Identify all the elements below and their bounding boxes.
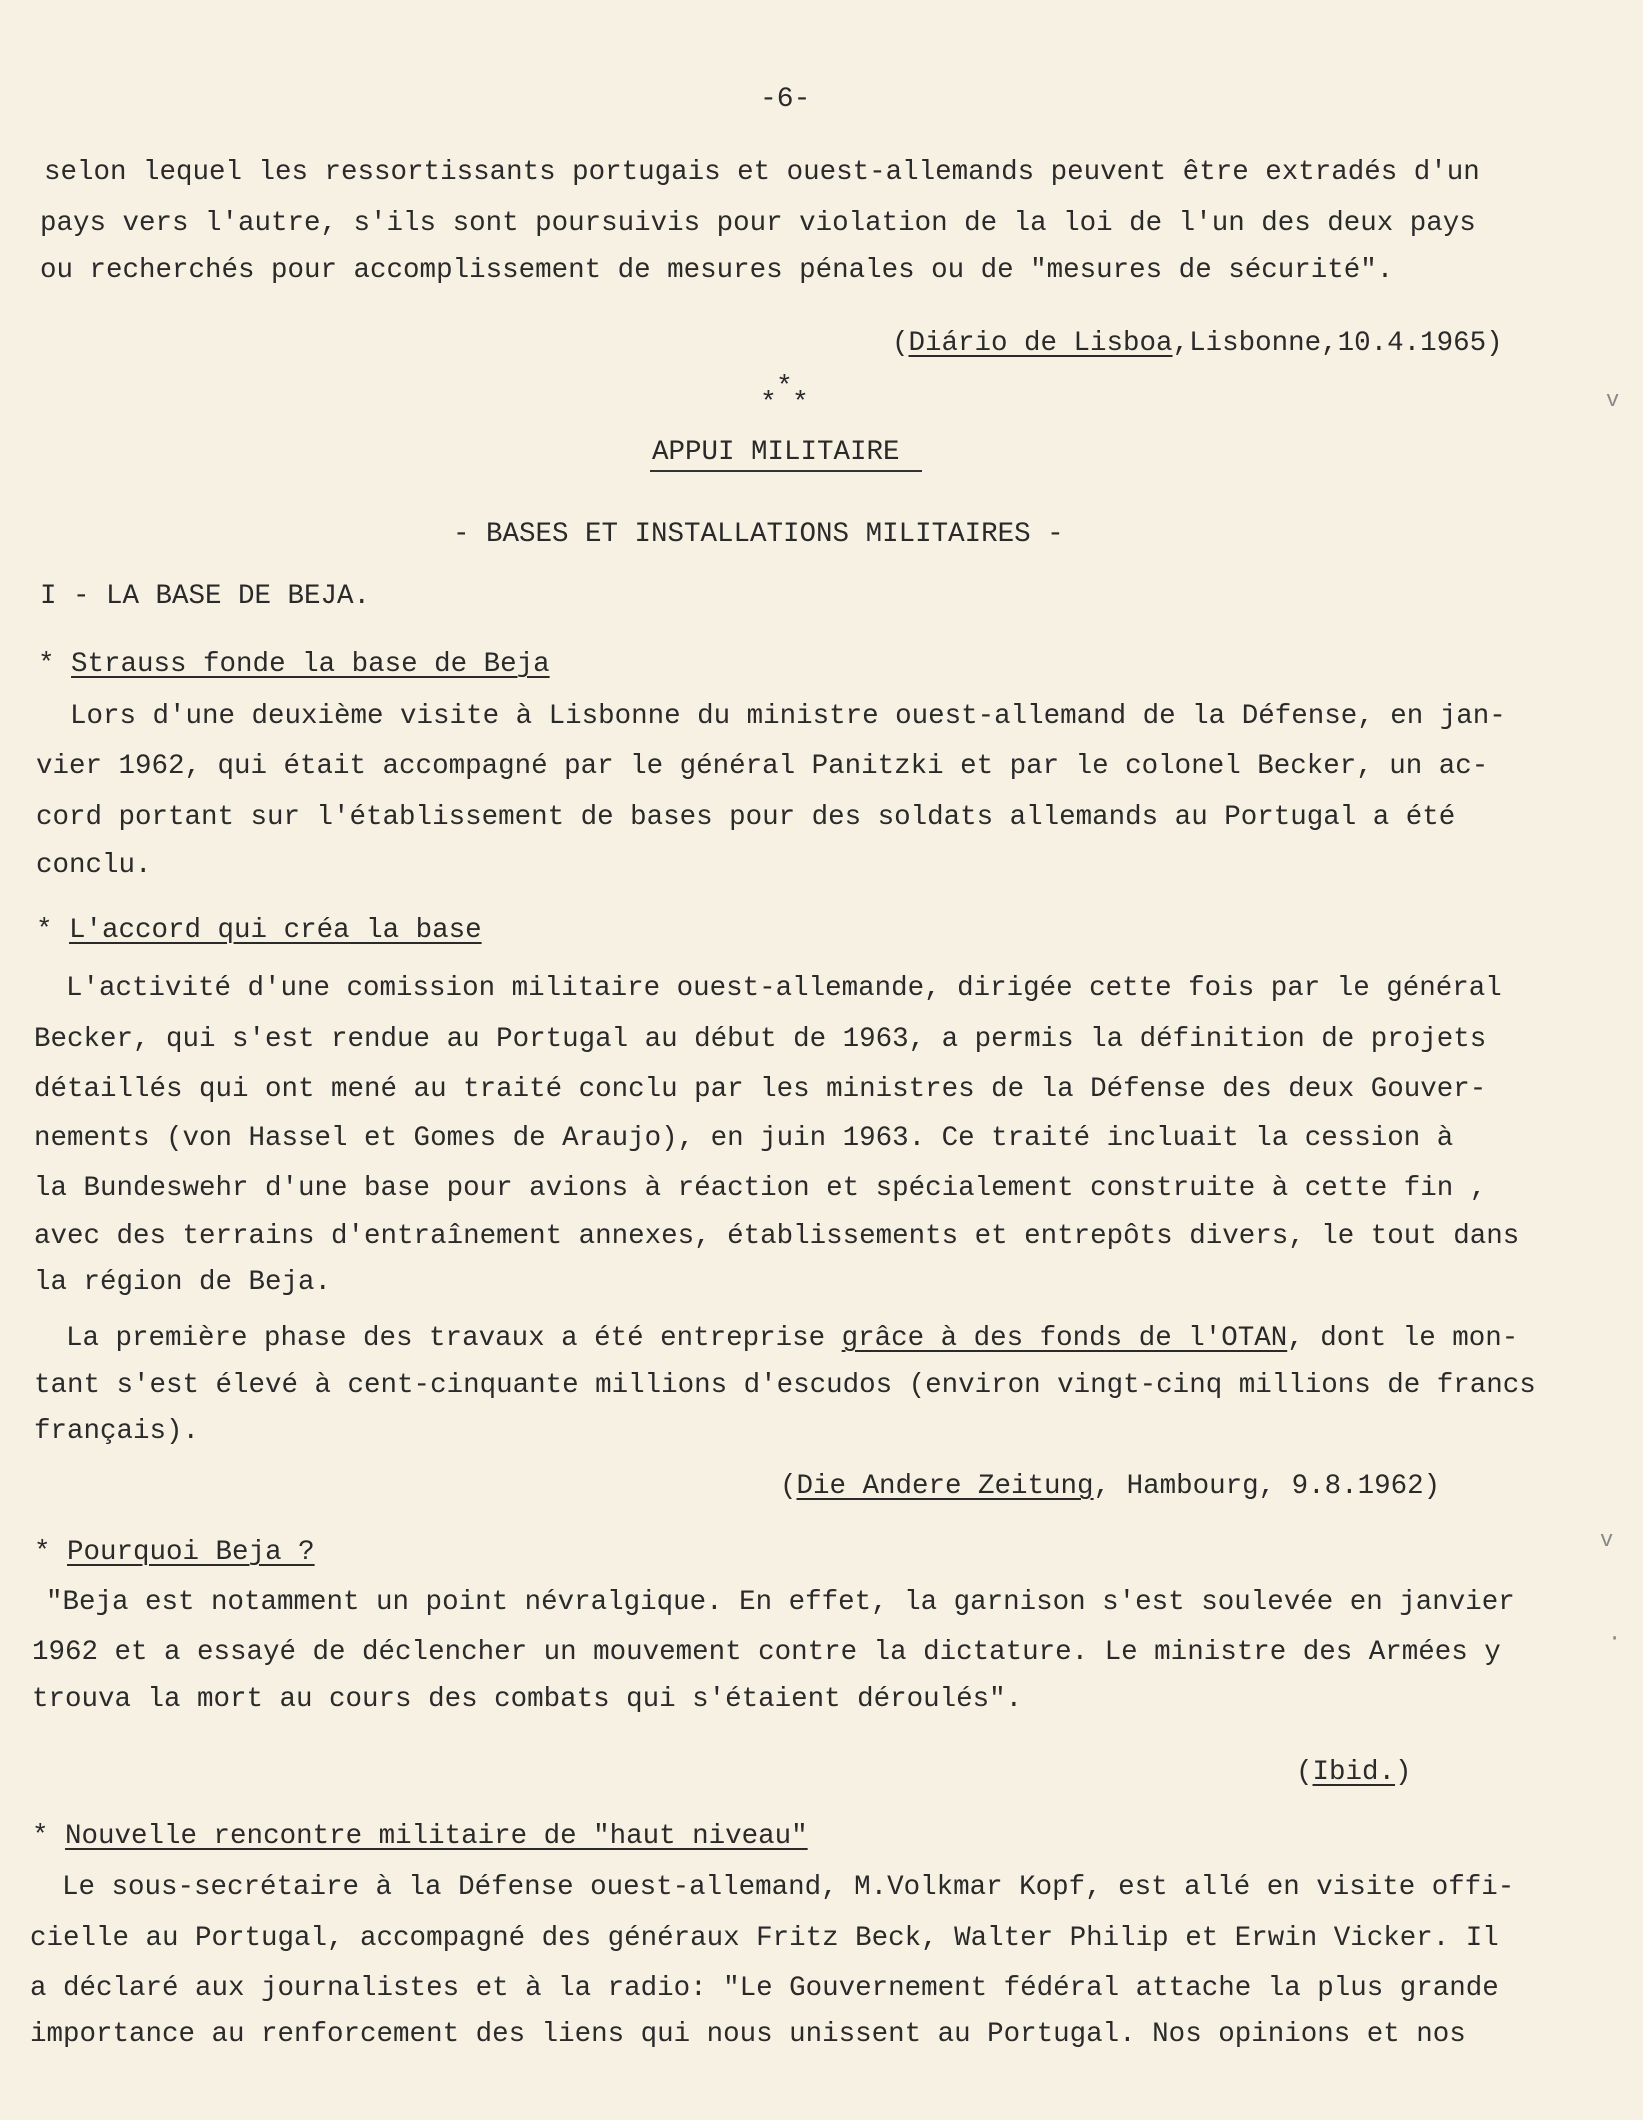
s1-line-1: Lors d'une deuxième visite à Lisbonne du ministre ouest-allemand de la Défense, en jan- — [70, 701, 1506, 732]
s3-line-2: 1962 et a essayé de déclencher un mouvement contre la dictature. Le ministre des Armées y — [32, 1637, 1501, 1668]
s2-source-open: ( — [780, 1471, 797, 1502]
intro-line-2: pays vers l'autre, s'ils sont poursuivis pour violation de la loi de l'un des deux pays — [40, 208, 1476, 239]
s2-p2-line-1 — [66, 1322, 1518, 1356]
s3-source-open: ( — [1296, 1757, 1313, 1788]
source-rest: ,Lisbonne,10.4.1965) — [1172, 328, 1503, 359]
s2-p2-line-3: français). — [34, 1416, 200, 1447]
s3-title: Pourquoi Beja ? — [67, 1537, 315, 1568]
s2-line-6: avec des terrains d'entraînement annexes, établissements et entrepôts divers, le tout dans — [34, 1221, 1520, 1252]
s4-star: * — [32, 1821, 49, 1852]
s2-source — [780, 1470, 1440, 1504]
s1-line-2: vier 1962, qui était accompagné par le général Panitzki et par le colonel Becker, un ac- — [36, 751, 1489, 782]
asterism — [755, 372, 815, 422]
s2-line-3: détaillés qui ont mené au traité conclu par les ministres de la Défense des deux Gouver- — [34, 1074, 1487, 1105]
asterism-star-left: * — [760, 388, 777, 419]
asterism-star-right: * — [792, 388, 809, 419]
s2-line-7: la région de Beja. — [34, 1267, 332, 1298]
s2-source-rest: , Hambourg, 9.8.1962) — [1093, 1471, 1441, 1502]
s2-line-5: la Bundeswehr d'une base pour avions à réaction et spécialement construite à cette fin , — [34, 1173, 1487, 1204]
page-number: -6- — [760, 84, 811, 115]
margin-mark-1: v — [1606, 388, 1620, 413]
s1-line-4: conclu. — [36, 850, 152, 881]
s2-line-1: L'activité d'une comission militaire ouest-allemande, dirigée cette fois par le général — [66, 973, 1502, 1004]
s2-heading — [36, 914, 482, 948]
s2-line-4: nements (von Hassel et Gomes de Araujo), en juin 1963. Ce traité incluait la cession à — [34, 1123, 1454, 1154]
intro-line-1: selon lequel les ressortissants portugais et ouest-allemands peuvent être extradés d'un — [44, 157, 1480, 188]
s3-source-title: Ibid. — [1312, 1757, 1396, 1788]
s4-line-2: cielle au Portugal, accompagné des généraux Fritz Beck, Walter Philip et Erwin Vicker. Il — [30, 1923, 1499, 1954]
s3-heading — [34, 1536, 315, 1570]
heading-underline — [650, 470, 922, 472]
s4-line-4: importance au renforcement des liens qui nous unissent au Portugal. Nos opinions et nos — [30, 2019, 1466, 2050]
section-title: I - LA BASE DE BEJA. — [40, 581, 371, 612]
s1-star: * — [38, 649, 55, 680]
s2-p2-line-2: tant s'est élevé à cent-cinquante millions d'escudos (environ vingt-cinq millions de francs — [34, 1370, 1536, 1401]
intro-source — [892, 327, 1503, 361]
s2-title: L'accord qui créa la base — [69, 915, 482, 946]
subheading: - BASES ET INSTALLATIONS MILITAIRES - — [453, 519, 1064, 550]
s1-heading — [38, 648, 550, 682]
asterism-star-top: * — [776, 372, 793, 403]
s2-p2-underlined: grâce à des fonds de l'OTAN — [841, 1323, 1288, 1354]
heading-appui-militaire: APPUI MILITAIRE — [652, 437, 900, 468]
s3-source — [1296, 1756, 1412, 1790]
margin-mark-2: v — [1600, 1528, 1614, 1553]
s3-source-rest: ) — [1395, 1757, 1412, 1788]
s1-line-3: cord portant sur l'établissement de bases pour des soldats allemands au Portugal a été — [36, 802, 1456, 833]
s2-star: * — [36, 915, 53, 946]
s4-title: Nouvelle rencontre militaire de "haut niveau" — [65, 1821, 808, 1852]
s2-source-title: Die Andere Zeitung — [796, 1471, 1094, 1502]
s4-line-1: Le sous-secrétaire à la Défense ouest-allemand, M.Volkmar Kopf, est allé en visite offi- — [62, 1872, 1515, 1903]
s2-p2-end: , dont le mon- — [1287, 1323, 1519, 1354]
source-open: ( — [892, 328, 909, 359]
intro-line-3: ou recherchés pour accomplissement de mesures pénales ou de "mesures de sécurité". — [40, 255, 1394, 286]
s3-star: * — [34, 1537, 51, 1568]
s2-line-2: Becker, qui s'est rendue au Portugal au début de 1963, a permis la définition de projets — [34, 1024, 1487, 1055]
s2-p2-start: La première phase des travaux a été entreprise — [66, 1323, 842, 1354]
s3-line-1: "Beja est notamment un point névralgique. En effet, la garnison s'est soulevée en janvier — [46, 1587, 1515, 1618]
s4-line-3: a déclaré aux journalistes et à la radio: "Le Gouvernement fédéral attache la plus grande — [30, 1973, 1499, 2004]
s4-heading — [32, 1820, 808, 1854]
source-title: Diário de Lisboa — [908, 328, 1173, 359]
s1-title: Strauss fonde la base de Beja — [71, 649, 550, 680]
margin-mark-3: · — [1608, 1626, 1622, 1651]
s3-line-3: trouva la mort au cours des combats qui s'étaient déroulés". — [32, 1684, 1023, 1715]
